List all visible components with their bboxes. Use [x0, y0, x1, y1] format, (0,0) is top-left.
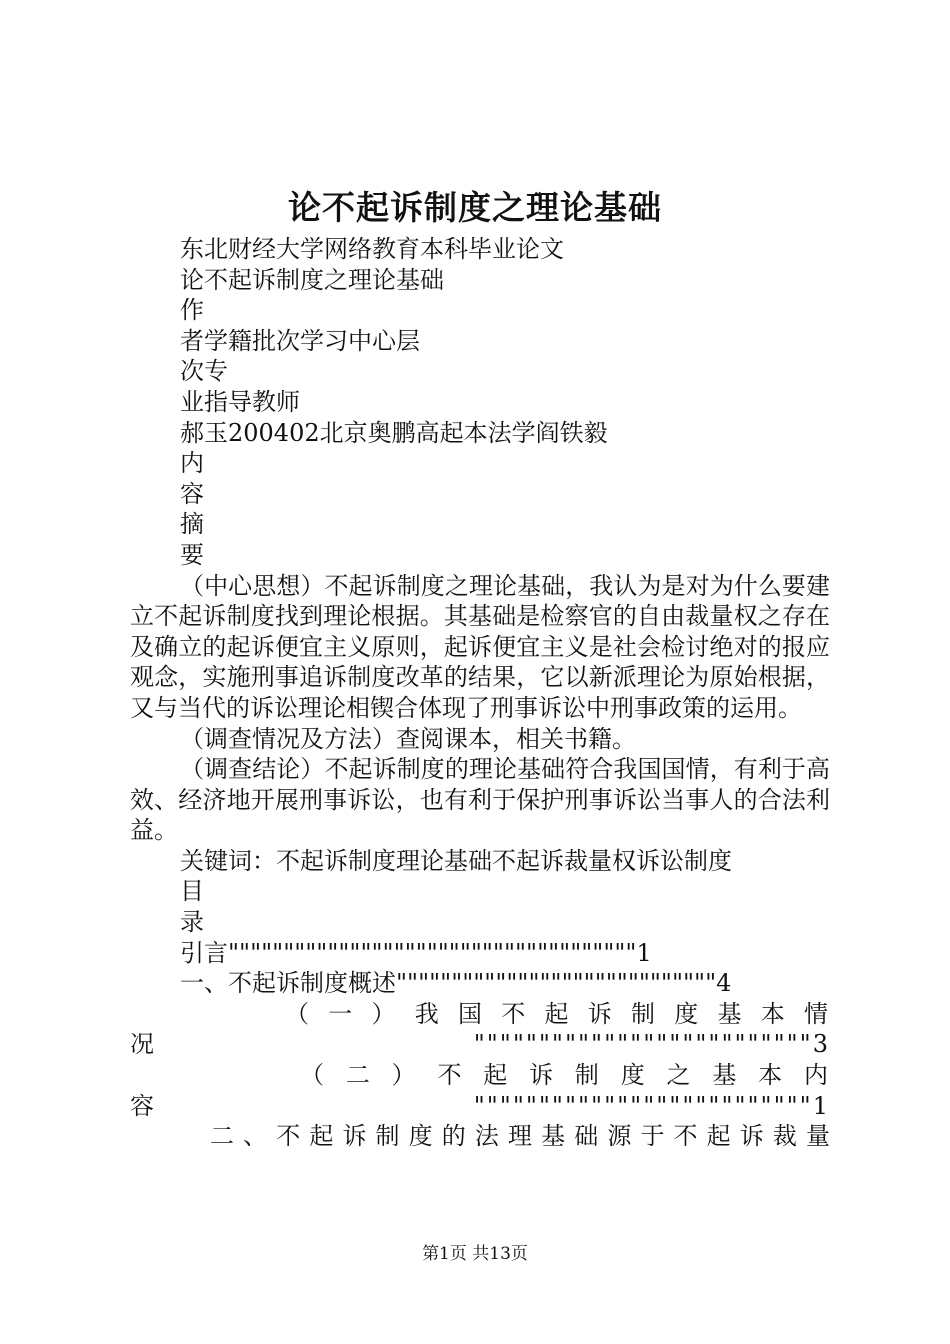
header-line: 内: [180, 449, 204, 478]
header-line: 业指导教师: [180, 387, 300, 416]
header-line: 要: [180, 540, 204, 569]
keywords-line: 关键词：不起诉制度理论基础不起诉裁量权诉讼制度: [180, 846, 732, 875]
method-paragraph: （调查情况及方法）查阅课本，相关书籍。: [180, 724, 636, 753]
toc-heading: 目: [180, 877, 204, 906]
abstract-paragraph: （中心思想）不起诉制度之理论基础，我认为是对为什么要建立不起诉制度找到理论根据。其基础是检察官的自由裁量权之存在及确立的起诉便宜主义原则，起诉便宜主义是社会检讨绝对的报应观念，实施刑事追诉制度改革的结果，它以新派理论为原始根据，又与当代的诉讼理论相锲合体现了刑事诉讼中刑事政策的运用。: [130, 571, 830, 722]
conclusion-paragraph: （调查结论）不起诉制度的理论基础符合我国国情，有利于高效、经济地开展刑事诉讼，也有利于保护刑事诉讼当事人的合法利益。: [130, 755, 830, 845]
toc-entry: 二、不起诉制度的法理基础源于不起诉裁量: [210, 1122, 830, 1151]
header-line: 郝玉200402北京奥鹏高起本法学阎铁毅: [180, 418, 608, 447]
toc-heading: 录: [180, 908, 204, 937]
toc-entry: （二）不起诉制度之基本内容""""""""""""""""""""""""""1: [130, 1061, 830, 1120]
header-line: 论不起诉制度之理论基础: [180, 265, 444, 294]
header-line: 摘: [180, 510, 204, 539]
header-line: 者学籍批次学习中心层: [180, 326, 420, 355]
header-line: 次专: [180, 357, 228, 386]
header-line: 作: [180, 296, 204, 325]
toc-entry: 引言"""""""""""""""""""""""""""""""""""""1: [180, 938, 652, 967]
header-line: 东北财经大学网络教育本科毕业论文: [180, 235, 564, 263]
toc-entry: （一）我国不起诉制度基本情况""""""""""""""""""""""""""3: [130, 999, 830, 1059]
page-footer: 第1页 共13页: [422, 1244, 528, 1264]
toc-entry: 一、不起诉制度概述"""""""""""""""""""""""""""""4: [180, 969, 732, 998]
header-line: 容: [180, 479, 204, 508]
document-title: 论不起诉制度之理论基础: [288, 188, 662, 227]
document-body: [130, 234, 830, 1152]
